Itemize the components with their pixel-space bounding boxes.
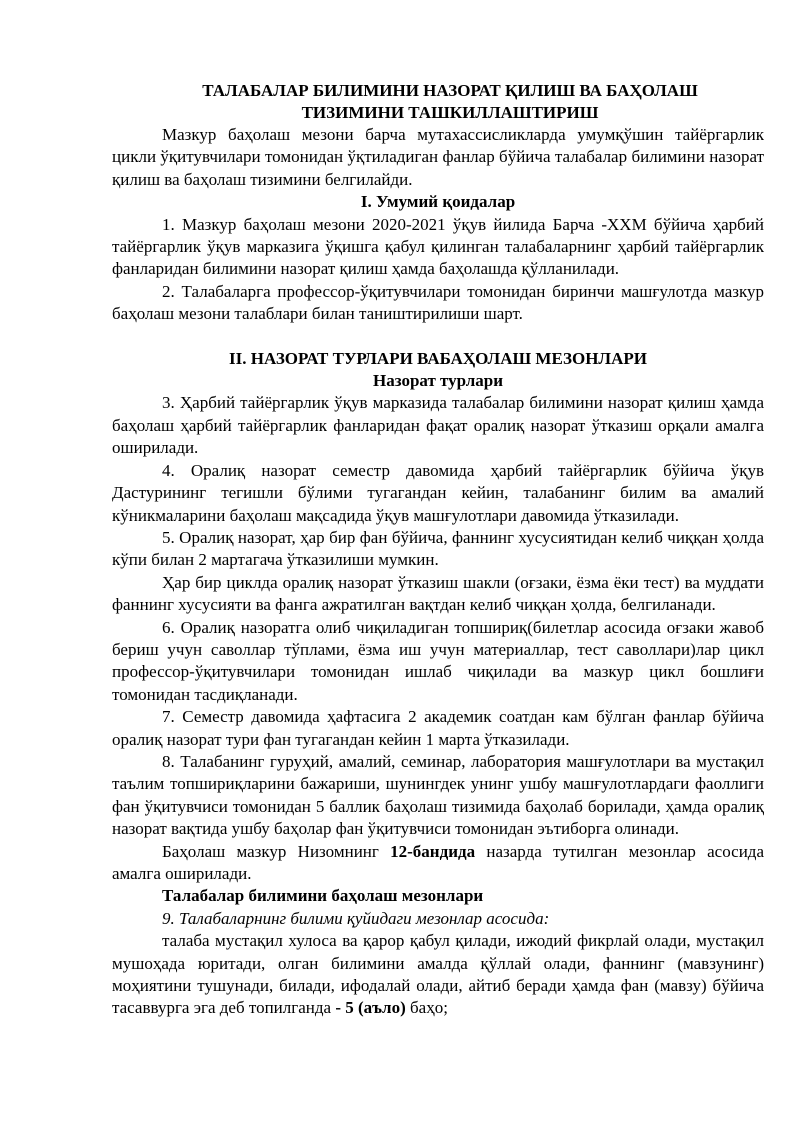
paragraph-1: 1. Мазкур баҳолаш мезони 2020-2021 ўқув йилида Барча -ХХМ бўйича ҳарбий тайёргарлик ўқув марказига ўқишга қабул қилинган талабаларнинг ҳарбий тайёргарлик фанларидан билимини назорат қилиш ҳамда баҳолашда қўлланилади. xyxy=(112,214,764,279)
document-page xyxy=(112,80,764,1020)
section-1-heading: I. Умумий қоидалар xyxy=(360,192,516,212)
intro-paragraph: Мазкур баҳолаш мезони барча мутахассисликларда умумқўшин тайёргарлик цикли ўқитувчилари томонидан ўқтиладиган фанлар бўйича талабалар билимини назорат қилиш ва баҳолаш тизимини белгилайди. xyxy=(112,125,764,189)
spacer xyxy=(112,326,764,348)
paragraph-6: 6. Оралиқ назоратга олиб чиқиладиган топшириқ(билетлар асосида оғзаки жавоб бериш учун саволлар тўплами, ёзма иш учун материаллар, тест саволлари)лар цикл профессор-ўқитувчилари томонидан ишлаб чиқилади ва мазкур цикл бошлиғи томонидан тасдиқланади. xyxy=(112,617,764,704)
paragraph-8b-post: назарда тутилган мезонлар асосида амалга оширилади. xyxy=(112,841,764,883)
paragraph-4: 4. Оралиқ назорат семестр давомида ҳарбий тайёргарлик бўйича ўқув Дастурининг тегишли бўлими тугагандан кейин, талабанинг билим ва амалий кўникмаларини баҳолаш мақсадида ўқув машғулотлари давомида ўтказилади. xyxy=(112,460,764,525)
title-line-2: ТИЗИМИНИ ТАШКИЛЛАШТИРИШ xyxy=(301,103,599,122)
paragraph-9b-bold: - 5 (аъло) xyxy=(335,998,406,1018)
paragraph-9: 9. Талабаларнинг билими қуйидаги мезонлар асосида: xyxy=(162,908,550,928)
paragraph-8: 8. Талабанинг гуруҳий, амалий, семинар, лаборатория машғулотлари ва мустақил таълим топшириқларини бажариши, шунингдек унинг ушбу машғулотлардаги фаоллиги фан ўқитувчиси томонидан 5 баллик баҳолаш тизимида баҳолаб борилади, ҳамда оралиқ назорат вақтида ушбу баҳолар фан ўқитувчиси томонидан эътиборга олинади. xyxy=(112,751,764,839)
paragraph-8b-pre: Баҳолаш мазкур Низомнинг xyxy=(162,841,391,861)
section-3-heading: Талабалар билимини баҳолаш мезонлари xyxy=(162,886,484,906)
paragraph-9b xyxy=(112,930,764,1020)
document-title xyxy=(112,80,764,124)
paragraph-9b-pre: талаба мустақил хулоса ва қарор қабул қилади, ижодий фикрлай олади, мустақил мушоҳада юритади, олган билимини амалда қўллай олади, фаннинг (мавзунинг) моҳиятини тушунади, билади, ифодалай олади, айтиб беради ҳамда фан (мавзу) бўйича тасаввурга эга деб топилганда xyxy=(112,931,764,1018)
title-line-1: ТАЛАБАЛАР БИЛИМИНИ НАЗОРАТ ҚИЛИШ ВА БАҲОЛАШ xyxy=(202,81,698,100)
paragraph-2: 2. Талабаларга профессор-ўқитувчилари томонидан биринчи машғулотда мазкур баҳолаш мезони талаблари билан таништирилиши шарт. xyxy=(112,281,764,324)
paragraph-8b xyxy=(112,841,764,886)
section-2-heading: II. НАЗОРАТ ТУРЛАРИ ВАБАҲОЛАШ МЕЗОНЛАРИ xyxy=(229,348,647,368)
paragraph-9b-post: баҳо; xyxy=(405,998,448,1018)
paragraph-5: 5. Оралиқ назорат, ҳар бир фан бўйича, фаннинг хусусиятидан келиб чиққан ҳолда кўпи билан 2 мартагача ўтказилиши мумкин. xyxy=(112,527,764,570)
paragraph-3: 3. Ҳарбий тайёргарлик ўқув марказида талабалар билимини назорат қилиш ҳамда баҳолаш ҳарбий тайёргарлик фанларидан фақат оралиқ назорат ўтказиш орқали амалга оширилади. xyxy=(112,393,764,458)
paragraph-7: 7. Семестр давомида ҳафтасига 2 академик соатдан кам бўлган фанлар бўйича оралиқ назорат тури фан тугагандан кейин 1 марта ўтказилади. xyxy=(112,707,764,749)
section-2-subheading: Назорат турлари xyxy=(372,371,503,391)
paragraph-8b-bold: 12-бандида xyxy=(390,841,476,861)
paragraph-5b: Ҳар бир циклда оралиқ назорат ўтказиш шакли (оғзаки, ёзма ёки тест) ва муддати фаннинг хусусияти ва фанга ажратилган вақтдан келиб чиққан ҳолда, белгиланади. xyxy=(112,572,764,615)
